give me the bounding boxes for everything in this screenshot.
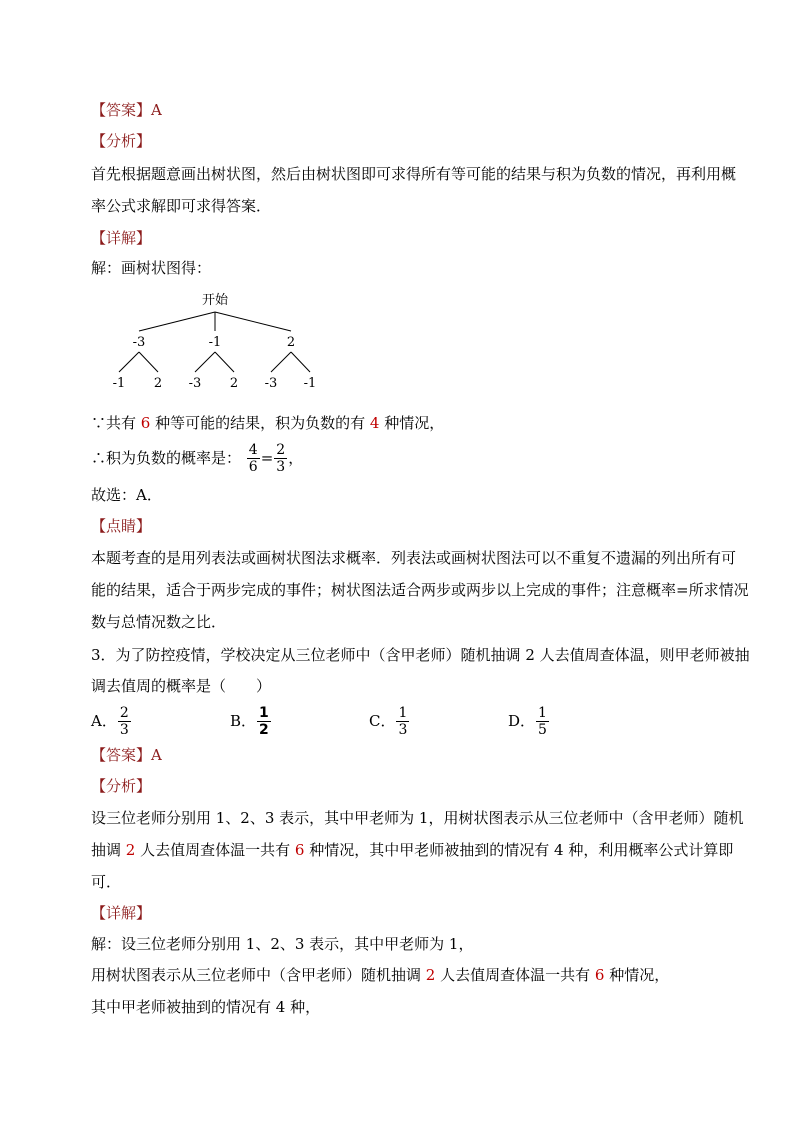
fraction-denominator: 3 bbox=[119, 721, 129, 738]
detail-3-line-2 bbox=[91, 965, 669, 985]
analysis-3-label: 【分析】 bbox=[91, 777, 152, 795]
comment-line-2: 能的结果，适合于两步完成的事件；树状图法适合两步或两步以上完成的事件；注意概率=所求情况 bbox=[91, 581, 749, 599]
question-3-line-1 bbox=[91, 645, 750, 665]
tree-node-l2-5: -1 bbox=[303, 376, 317, 391]
question-number: 3． bbox=[91, 646, 116, 664]
detail-3-num-2: 6 bbox=[594, 966, 605, 984]
fraction-numerator: 4 bbox=[248, 441, 258, 458]
analysis-3-num-2: 6 bbox=[294, 841, 305, 859]
fraction-denominator: 3 bbox=[398, 721, 408, 738]
answer-3 bbox=[91, 745, 162, 765]
tree-node-l1-1: -1 bbox=[208, 335, 222, 350]
option-fraction bbox=[396, 705, 409, 738]
options-row bbox=[91, 698, 711, 742]
answer-label: 【答案】 bbox=[91, 101, 152, 119]
equals-sign: = bbox=[260, 449, 274, 467]
fraction-denominator: 3 bbox=[276, 458, 286, 475]
analysis-text-line-2: 率公式求解即可求得答案． bbox=[91, 197, 272, 215]
option-c[interactable] bbox=[369, 698, 410, 743]
tree-node-l2-1: 2 bbox=[153, 376, 163, 391]
fraction-4-6 bbox=[247, 442, 260, 475]
therefore-suffix: ， bbox=[288, 449, 304, 467]
analysis-3-text-a: 抽调 bbox=[91, 841, 122, 859]
option-fraction bbox=[118, 705, 131, 738]
tree-edge-c2 bbox=[291, 352, 310, 372]
question-3-line-2: 调去值周的概率是（ ） bbox=[91, 677, 272, 695]
fraction-numerator: 2 bbox=[276, 441, 286, 458]
tree-edge-root-a bbox=[139, 312, 215, 331]
question-text-1: 为了防控疫情，学校决定从三位老师中（含甲老师）随机抽调 2 人去值周查体温，则甲老师被抽 bbox=[115, 646, 750, 664]
detail-intro: 解：画树状图得： bbox=[91, 259, 212, 277]
tree-edge-a2 bbox=[139, 352, 158, 372]
fraction-numerator: 1 bbox=[398, 704, 408, 721]
detail-3-label: 【详解】 bbox=[91, 904, 152, 922]
therefore-line bbox=[91, 437, 303, 478]
analysis-3-num-1: 2 bbox=[125, 841, 136, 859]
option-letter: C． bbox=[369, 712, 396, 730]
answer-value: A bbox=[151, 746, 162, 764]
analysis-3-line-1: 设三位老师分别用 1、2、3 表示，其中甲老师为 1，用树状图表示从三位老师中（含甲老师）随机 bbox=[91, 809, 744, 827]
fraction-numerator: 2 bbox=[119, 704, 129, 721]
option-d[interactable] bbox=[508, 698, 550, 743]
analysis-3-line-2 bbox=[91, 840, 733, 860]
analysis-3-text-b: 人去值周查体温一共有 bbox=[140, 841, 291, 859]
option-a[interactable] bbox=[91, 698, 132, 743]
tree-edge-b1 bbox=[195, 352, 215, 372]
option-letter: A． bbox=[91, 712, 117, 730]
answer-value: A bbox=[151, 101, 162, 119]
tree-root-label: 开始 bbox=[201, 293, 228, 308]
tree-node-l1-0: -3 bbox=[132, 335, 146, 350]
detail-label: 【详解】 bbox=[91, 229, 152, 247]
tree-node-l2-0: -1 bbox=[112, 376, 126, 391]
because-count-total: 6 bbox=[140, 414, 151, 432]
option-letter: B． bbox=[230, 712, 257, 730]
tree-node-l1-2: 2 bbox=[286, 335, 296, 350]
because-suffix: 种情况， bbox=[384, 414, 445, 432]
analysis-3-line-3: 可． bbox=[91, 873, 122, 891]
detail-3-text-c: 种情况， bbox=[609, 966, 670, 984]
fraction-denominator: 2 bbox=[259, 721, 269, 738]
because-count-negative: 4 bbox=[369, 414, 380, 432]
option-b[interactable] bbox=[230, 698, 272, 743]
tree-node-l2-3: 2 bbox=[229, 376, 239, 391]
detail-3-line-3: 其中甲老师被抽到的情况有 4 种， bbox=[91, 998, 321, 1016]
detail-3-line-1: 解：设三位老师分别用 1、2、3 表示，其中甲老师为 1， bbox=[91, 935, 474, 953]
tree-edge-a1 bbox=[119, 352, 139, 372]
fraction-2-3 bbox=[274, 442, 287, 475]
tree-node-l2-4: -3 bbox=[264, 376, 278, 391]
detail-3-text-a: 用树状图表示从三位老师中（含甲老师）随机抽调 bbox=[91, 966, 422, 984]
analysis-text-line-1: 首先根据题意画出树状图，然后由树状图即可求得所有等可能的结果与积为负数的情况，再利用概 bbox=[91, 165, 737, 183]
tree-node-l2-2: -3 bbox=[188, 376, 202, 391]
tree-edge-b2 bbox=[215, 352, 234, 372]
comment-line-3: 数与总情况数之比． bbox=[91, 613, 227, 631]
because-mid: 种等可能的结果，积为负数的有 bbox=[155, 414, 366, 432]
option-letter: D． bbox=[508, 712, 536, 730]
analysis-label: 【分析】 bbox=[91, 132, 152, 150]
fraction-denominator: 5 bbox=[538, 721, 547, 738]
fraction-numerator: 1 bbox=[259, 704, 269, 721]
fraction-numerator: 1 bbox=[538, 704, 547, 721]
answer-label: 【答案】 bbox=[91, 746, 152, 764]
comment-label: 【点睛】 bbox=[91, 517, 152, 535]
because-line bbox=[91, 413, 444, 433]
tree-edge-root-c bbox=[215, 312, 291, 331]
detail-3-text-b: 人去值周查体温一共有 bbox=[440, 966, 591, 984]
option-fraction bbox=[257, 705, 271, 738]
tree-edge-c1 bbox=[271, 352, 291, 372]
choose-line: 故选：A． bbox=[91, 486, 162, 504]
therefore-prefix: ∴积为负数的概率是： bbox=[91, 449, 242, 467]
detail-3-num-1: 2 bbox=[425, 966, 436, 984]
analysis-3-text-c: 种情况，其中甲老师被抽到的情况有 4 种，利用概率公式计算即 bbox=[309, 841, 734, 859]
option-fraction bbox=[536, 705, 549, 738]
fraction-denominator: 6 bbox=[248, 458, 258, 475]
because-prefix: ∵共有 bbox=[91, 414, 137, 432]
comment-line-1: 本题考查的是用列表法或画树状图法求概率．列表法或画树状图法可以不重复不遗漏的列出所有可 bbox=[91, 549, 737, 567]
